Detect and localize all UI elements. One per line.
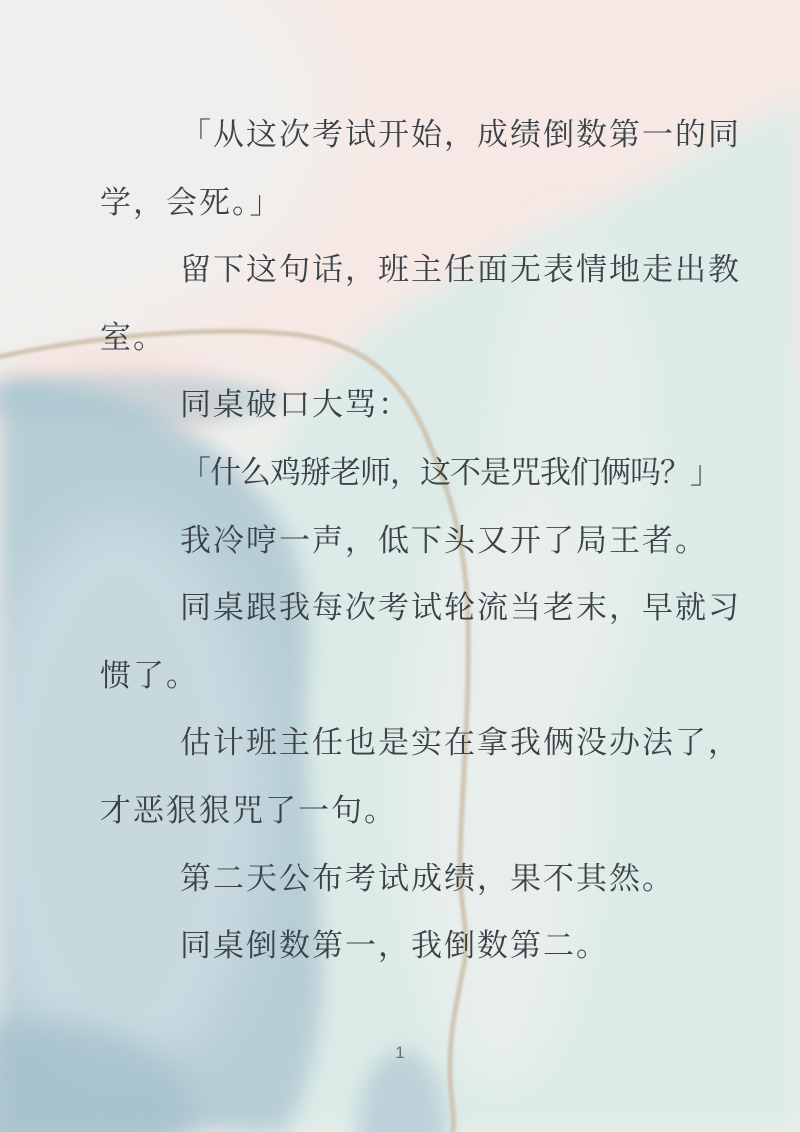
text-line: 第二天公布考试成绩，果不其然。 bbox=[180, 860, 675, 896]
text-line: 同桌破口大骂： bbox=[180, 387, 411, 423]
text-line: 同桌跟我每次考试轮流当老末，早就习 bbox=[180, 590, 741, 626]
text-line: 我冷哼一声，低下头又开了局王者。 bbox=[180, 522, 708, 558]
page-number: 1 bbox=[395, 1043, 405, 1062]
text-line: 室。 bbox=[100, 319, 166, 355]
text-line: 「什么鸡掰老师，这不是咒我们俩吗？」 bbox=[180, 454, 720, 490]
text-line: 才恶狠狠咒了一句。 bbox=[100, 792, 397, 828]
text-line: 学，会死。」 bbox=[100, 184, 283, 220]
text-line: 惯了。 bbox=[100, 657, 199, 693]
text-line: 「从这次考试开始，成绩倒数第一的同 bbox=[180, 117, 741, 152]
text-line: 估计班主任也是实在拿我俩没办法了， bbox=[180, 725, 741, 761]
text-line: 同桌倒数第一，我倒数第二。 bbox=[180, 928, 609, 964]
story-text bbox=[100, 101, 741, 980]
text-line: 留下这句话，班主任面无表情地走出教 bbox=[180, 252, 741, 288]
